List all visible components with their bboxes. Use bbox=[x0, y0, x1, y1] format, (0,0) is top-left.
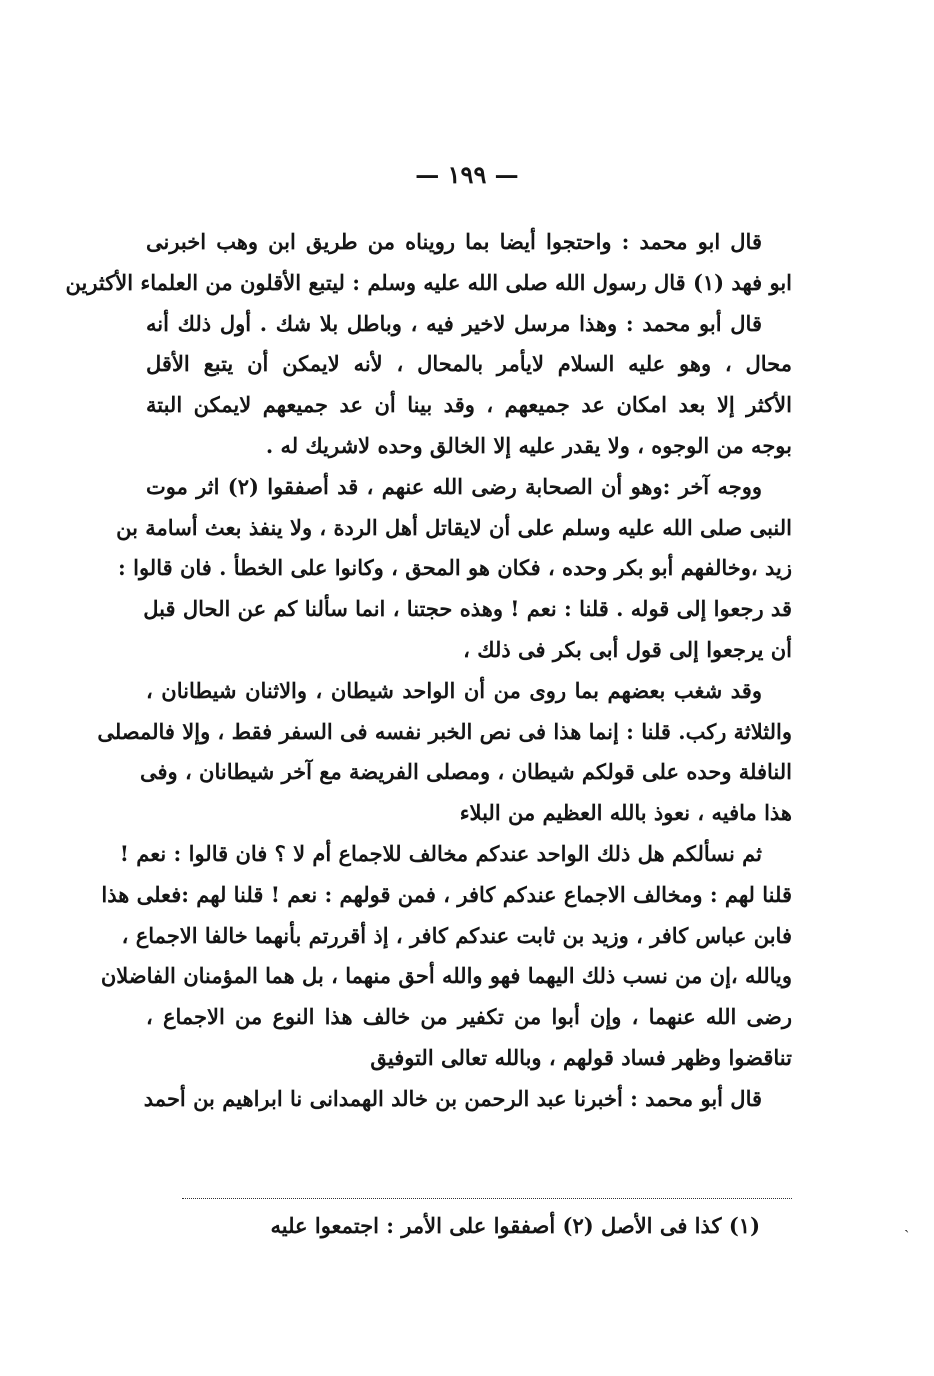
text-line-8: النبى صلى الله عليه وسلم على أن لايقاتل أهل الردة ، ولا ينفذ بعث أسامة بن bbox=[116, 514, 792, 540]
text-line-4: محال ، وهو عليه السلام لايأمر بالمحال ، لأنه لايمكن أن يتبع الأقل bbox=[146, 351, 792, 377]
text-line-2: ابو فهد (١) قال رسول الله صلى الله عليه وسلم : ليتبع الأقلون من العلماء الأكثرين bbox=[65, 269, 792, 295]
text-line-3: قال أبو محمد : وهذا مرسل لاخير فيه ، وباطل بلا شك . أول ذلك أنه bbox=[146, 310, 762, 336]
footnote: (١) كذا فى الأصل (٢) أصفقوا على الأمر : اجتمعوا عليه bbox=[270, 1213, 760, 1238]
text-line-20: رضى الله عنهما ، وإن أبوا من تكفير من خالف هذا النوع من الاجماع ، bbox=[146, 1004, 792, 1030]
text-line-5: الأكثر إلا بعد امكان عد جميعهم ، وقد بينا أن عد جميعهم لايمكن البتة bbox=[146, 392, 792, 418]
text-line-18: فابن عباس كافر ، وزيد بن ثابت عندكم كافر ، إذ أقررتم بأنهما خالفا الاجماع ، bbox=[121, 922, 792, 948]
text-line-17: قلنا لهم : ومخالف الاجماع عندكم كافر ، فمن قولهم : نعم ! قلنا لهم :فعلى هذا bbox=[101, 881, 792, 907]
footnote-divider bbox=[182, 1198, 792, 1199]
text-line-7: ووجه آخر :وهو أن الصحابة رضى الله عنهم ، قد أصفقوا (٢) اثر موت bbox=[146, 473, 762, 499]
text-line-14: النافلة وحده على قولكم شيطان ، ومصلى الفريضة مع آخر شيطانان ، وفى bbox=[139, 759, 792, 785]
main-text bbox=[65, 222, 792, 1120]
text-line-19: ويالله ،إن من نسب ذلك اليهما فهو والله أحق منهما ، بل هما المؤمنان الفاضلان bbox=[100, 963, 792, 989]
text-line-9: زيد ،وخالفهم أبو بكر وحده ، فكان هو المحق ، وكانوا على الخطأ . فان قالوا : bbox=[118, 555, 792, 581]
page-number: — ١٩٩ — bbox=[415, 160, 519, 189]
margin-mark: ˎ bbox=[904, 1214, 910, 1233]
text-line-11: أن يرجعوا إلى قول أبى بكر فى ذلك ، bbox=[463, 636, 792, 662]
text-line-21: تناقضوا وظهر فساد قولهم ، وبالله تعالى التوفيق bbox=[370, 1044, 792, 1070]
text-line-6: بوجه من الوجوه ، ولا يقدر عليه إلا الخالق وحده لاشريك له . bbox=[265, 432, 792, 458]
text-line-22: قال أبو محمد : أخبرنا عبد الرحمن بن خالد الهمدانى نا ابراهيم بن أحمد bbox=[143, 1085, 762, 1111]
text-line-12: وقد شغب بعضهم بما روى من أن الواحد شيطان ، والاثنان شيطانان ، bbox=[146, 677, 762, 703]
text-line-16: ثم نسألكم هل ذلك الواحد عندكم مخالف للاجماع أم لا ؟ فان قالوا : نعم ! bbox=[119, 840, 762, 866]
text-line-1: قال ابو محمد : واحتجوا أيضا بما رويناه من طريق ابن وهب اخبرنى bbox=[146, 229, 762, 254]
text-line-15: هذا مافيه ، نعوذ بالله العظيم من البلاء bbox=[459, 800, 792, 826]
text-line-13: والثلاثة ركب. قلنا : إنما هذا فى نص الخبر نفسه فى السفر فقط ، وإلا فالمصلى bbox=[97, 718, 792, 744]
text-line-10: قد رجعوا إلى قوله . قلنا : نعم ! وهذه حجتنا ، انما سألنا كم عن الحال قبل bbox=[143, 596, 792, 622]
